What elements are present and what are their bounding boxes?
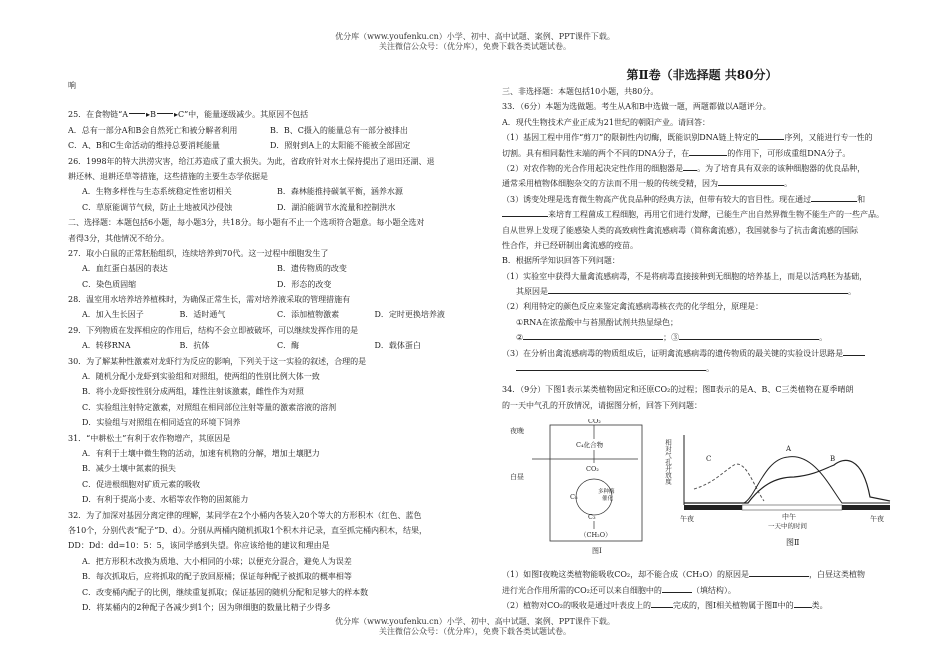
fig1-enzyme-label: 多种酶 (598, 489, 615, 496)
section-2-line-2: 者得3分，其他情况不给分。 (68, 233, 170, 243)
q33-a-title: A．现代生物技术产业正成为21世纪的朝阳产业。请回答： (502, 117, 710, 127)
answer-blank[interactable] (794, 598, 812, 608)
daytime-segment (742, 505, 842, 510)
q25-options-ab (68, 123, 472, 138)
fig1-c3-label: C₃ (588, 513, 596, 522)
q33-b2-text-c: 。 (819, 333, 828, 343)
fig1-co2-mid: CO₂ (586, 465, 599, 474)
q34-sub2 (502, 598, 902, 613)
q33-b2-text-a: ② (516, 333, 524, 343)
q33-b3-text: （3）在分析出禽流感病毒的物质组成后，证明禽流感病毒的遗传物质的最关键的实验设计思路是 (502, 348, 844, 358)
q33-a1-line2 (502, 146, 902, 161)
arrow-head-icon-2: ▸ (173, 110, 178, 120)
fig1-caption: 图Ⅰ (592, 547, 602, 556)
header-line-1: 优分库（www.youfenku.cn）小学、初中、高中试题、案例、PPT课件下载。 (335, 32, 615, 41)
fig1-day-label: 白昼 (510, 473, 524, 482)
answer-blank[interactable] (523, 330, 663, 340)
q34-sub1-line1 (502, 567, 902, 582)
q33-b2-line2: ①RNA在浓盐酸中与苔黑酚试剂共热显绿色； (516, 317, 678, 327)
q25-stem-suffix: C”中，能量逐级减少。其原因不包括 (177, 110, 309, 120)
answer-blank[interactable] (679, 330, 819, 340)
q33-a1-text-b: 序列，又能进行专一性的 (784, 133, 873, 143)
q33-b3-text-b: 。 (706, 364, 714, 374)
answer-blank[interactable] (516, 361, 706, 371)
fig2-caption: 图Ⅱ (786, 538, 800, 548)
q28-option-b: B．适时通气 (179, 310, 226, 320)
q27-option-b: B．遗传物质的改变 (277, 264, 347, 274)
answer-blank[interactable] (718, 176, 784, 186)
answer-blank[interactable] (811, 192, 857, 202)
fig1-night-label: 夜晚 (510, 427, 524, 436)
left-column (68, 78, 472, 615)
q31-option-b: B．减少土壤中氮素的损失 (82, 464, 176, 474)
q34-sub2-text-c: 类。 (811, 600, 828, 610)
q34-sub1-text-2: 进行光合作用所需的CO₂还可以来自细胞中的 (502, 585, 662, 595)
q33-b1-text: 其原因是 (516, 287, 548, 297)
q32-stem-3: DD：Dd：dd=10：5：5，该同学感到失望。你应该给他的建议和理由是 (68, 541, 330, 551)
fig1-c5-label: C₅ (570, 493, 578, 502)
q27-option-a: A．血红蛋白基因的表达 (82, 264, 168, 274)
q32-option-d: D．将某桶内的2种配子各减少到1个；因为卵细胞的数量比精子少得多 (82, 602, 331, 612)
answer-blank[interactable] (689, 146, 727, 156)
header-line-2: 关注微信公众号：（优分库），免费下载各类试题试卷。 (379, 42, 571, 51)
q33-b1-line2 (502, 284, 902, 299)
q33-a2-text-b: 。为了培育具有双亲的该种细胞器的优良品种， (697, 163, 866, 173)
q34-stem-1: 34．（9分）下图1表示某类植物固定和还原CO₂的过程；图Ⅱ表示的是A、B、C三类植物在夏季晴朗 (502, 385, 854, 395)
q34-sub1-text: （1）如图Ⅰ夜晚这类植物能吸收CO₂，却不能合成（CH₂O）的原因是 (502, 570, 749, 580)
q34-stem-2: 的一天中气孔的开放情况，请据图分析，回答下列问题： (502, 400, 702, 410)
page-footer (0, 617, 950, 637)
q25-options-cd (68, 138, 472, 153)
answer-blank[interactable] (843, 346, 865, 356)
q33-a3-line4: 性合作，并已经研制出禽流感的疫苗。 (502, 240, 638, 250)
page-header (0, 32, 950, 52)
q27-stem: 27．取小白鼠的正常胚胎组织，连续培养到70代。这一过程中细胞发生了 (68, 248, 329, 258)
q27-option-d: D．形态的改变 (277, 279, 332, 289)
arrow-head-icon: ▸ (146, 110, 151, 120)
q26-option-d: D．湖泊能调节水流量和控制洪水 (277, 202, 396, 212)
answer-blank[interactable] (758, 130, 784, 140)
q33-b1-line1: （1）实验室中获得大量禽流感病毒，不是将病毒直接接种到无细胞的培养基上，而是以活鸡胚为基础， (502, 271, 868, 281)
arrow-icon-2 (157, 113, 173, 114)
q33-b2-line3 (502, 330, 902, 345)
q31-option-d: D．有利于提高小麦、水稻等农作物的固氮能力 (82, 495, 249, 505)
q33-b-title: B．根据所学知识回答下列问题： (502, 256, 620, 266)
q29-stem: 29．下列物质在发挥相应的作用后，结构不会立即被破坏，可以继续发挥作用的是 (68, 325, 359, 335)
q33-a2-text: （2）对农作物的光合作用起决定性作用的细胞器是 (502, 163, 684, 173)
arrow-icon (129, 113, 145, 114)
q28-options (68, 307, 472, 322)
q25-option-d: D．照射到A上的太阳能不能被全部固定 (270, 141, 411, 151)
curve-b-line (684, 461, 890, 504)
fig2-ylabel: 相对气孔开放度 (664, 439, 672, 485)
q32-stem-1: 32．为了加深对基因分离定律的理解，某同学在2个小桶内各装入20个等大的方形积木（红色、蓝色 (68, 510, 422, 520)
fig1-ch2o-label: （CH₂O） (580, 531, 612, 540)
q33-a1-line1 (502, 130, 902, 145)
q34-figures (502, 419, 902, 567)
figure-2-chart (664, 431, 900, 551)
q33-a2-text-2b: 。 (784, 179, 792, 189)
q33-a1-text: （1）基因工程中用作“剪刀”的限制性内切酶，既能识别DNA链上特定的 (502, 133, 759, 143)
q26-stem-1: 26．1998年的特大洪涝灾害，给江苏造成了重大损失。为此，省政府针对水土保持提出了退田还湖、退 (68, 156, 435, 166)
answer-blank[interactable] (502, 207, 548, 217)
q27-option-c: C．染色质固缩 (82, 279, 137, 289)
q25-option-c: C．A、B和C生命活动的维持总要消耗能量 (68, 141, 220, 151)
q34-sub1-text-b: ，白昼这类植物 (809, 570, 865, 580)
q33-b3-line1 (502, 346, 902, 361)
q33-b2-line1: （2）利用特定的颜色反应来鉴定禽流感病毒核衣壳的化学组分，原理是： (502, 302, 764, 312)
q30-option-c: C．实验组注射特定激素，对照组在相同部位注射等量的激素溶液的溶剂 (82, 402, 337, 412)
x-tick-midnight-right: 午夜 (870, 515, 884, 524)
q33-a3-line1 (502, 192, 902, 207)
fig1-c4-label: C₄化合物 (576, 441, 604, 450)
fig1-enzyme-label-2: 催化 (602, 496, 614, 503)
q29-options (68, 338, 472, 353)
curve-c-label: C (706, 455, 712, 464)
q27-options-ab (68, 261, 472, 276)
q28-option-a: A．加入生长因子 (82, 310, 144, 320)
q33-a3-line2 (502, 207, 902, 222)
q29-option-d: D．载体蛋白 (374, 341, 421, 351)
q26-option-c: C．草原能调节气候，防止土地被风沙侵蚀 (82, 202, 233, 212)
q29-option-b: B．抗体 (179, 341, 210, 351)
q28-stem: 28．温室用水培养培养植株时，为确保正常生长，需对培养液采取的管理措施有 (68, 295, 351, 305)
q28-option-d: D．定时更换培养液 (374, 310, 445, 320)
q33-a2-line1 (502, 161, 902, 176)
x-tick-midnight-left: 午夜 (680, 515, 694, 524)
footer-line-1: 优分库（www.youfenku.cn）小学、初中、高中试题、案例、PPT课件下载。 (335, 617, 615, 626)
q34-sub1-line2 (502, 583, 902, 598)
figure-1-diagram (510, 419, 660, 559)
q33-a2-text-2: 通常采用植物体细胞杂交的方法而不用一般的传统受精，因为 (502, 179, 718, 189)
curve-a-label: A (786, 445, 792, 454)
q30-option-d: D．实验组与对照组在相同适宜的环境下饲养 (82, 418, 241, 428)
q31-stem: 31．“中耕松土”有利于农作物增产，其原因是 (68, 433, 231, 443)
q29-option-c: C．酶 (277, 341, 300, 351)
q33-a3-line3: 自从世界上发现了能感染人类的高致病性禽流感病毒（简称禽流感），我国就参与了抗击禽流感的国际 (502, 225, 858, 235)
section-2-line-1: 二、选择题：本题包括6小题，每小题3分，共18分。每小题有不止一个选项符合题意。每小题全选对 (68, 218, 425, 228)
q32-option-a: A．把方形积木改换为质地、大小相同的小球；以便充分混合，避免人为误差 (82, 556, 352, 566)
q33-a3-text-2b: 来培育工程菌成工程细胞，再用它们进行发酵，已能生产出自然界微生物不能生产的一些产品。 (548, 210, 884, 220)
q30-option-b: B．将小龙虾按性别分成两组，雄性注射该激素，雌性作为对照 (82, 387, 304, 397)
fragment-text: 响 (68, 81, 76, 90)
q31-option-a: A．有利于土壤中微生物的活动，加速有机物的分解，增加土壤肥力 (82, 448, 320, 458)
q33-a1-text-2: 切割。具有相同黏性末端的两个不同的DNA分子，在 (502, 148, 690, 158)
fig2-xlabel: 一天中的时间 (768, 522, 807, 531)
q31-option-c: C．促进根细胞对矿质元素的吸收 (82, 479, 201, 489)
q33-a3-text-b: 和 (857, 194, 866, 204)
footer-line-2: 关注微信公众号：（优分库），免费下载各类试题试卷。 (379, 627, 571, 636)
curve-a-line (684, 457, 890, 503)
q26-options-cd (68, 200, 472, 215)
q26-option-a: A．生物多样性与生态系统稳定性密切相关 (82, 187, 232, 197)
q34-sub2-text: （2）植物对CO₂的吸收是通过叶表皮上的 (502, 600, 651, 610)
q33-b3-line2 (502, 361, 902, 376)
q25-option-b: B．B、C摄入的能量总有一部分被排出 (270, 125, 408, 135)
q27-options-cd (68, 277, 472, 292)
q29-option-a: A．转移RNA (82, 341, 131, 351)
q30-option-a: A．随机分配小龙虾到实验组和对照组，使两组的性别比例大体一致 (82, 372, 320, 382)
answer-blank[interactable] (651, 598, 673, 608)
q33-a3-text: （3）诱变处理是选育微生物高产优良品种的经典方法，但带有较大的盲目性。现在通过 (502, 194, 812, 204)
q30-stem: 30．为了解某种性激素对龙虾行为反应的影响，下列关于这一实验的叙述，合理的是 (68, 356, 367, 366)
section-2-title: 第Ⅱ卷（非选择题 共80分） (626, 68, 778, 82)
q33-b1-text-b: 。 (848, 287, 856, 297)
q33-b2-text-b: ；③ (663, 333, 680, 343)
section-3-intro: 三、非选择题：本题包括10小题，共80分。 (502, 87, 659, 96)
q32-option-b: B．每次抓取后，应将抓取的配子放回原桶；保证每种配子被抓取的概率相等 (82, 572, 352, 582)
q33-a2-line2 (502, 176, 902, 191)
q25-stem (68, 107, 472, 122)
q33-stem: 33．（6分）本题为选做题。考生从A和B中选做一题，两题都做以A题评分。 (502, 102, 771, 112)
q25-option-a: A．总有一部分A和B会自然死亡和被分解者利用 (68, 125, 238, 135)
q28-option-c: C．添加植物激素 (277, 310, 340, 320)
answer-blank[interactable] (683, 161, 697, 171)
fig1-co2-top: CO₂ (588, 419, 601, 426)
q25-stem-b: B (150, 110, 156, 120)
curve-b-label: B (830, 455, 836, 464)
q26-option-b: B．森林能推持碳氧平衡，涵养水源 (277, 187, 403, 197)
q32-option-c: C．改变桶内配子的比例，继续重复抓取；保证基因的随机分配和足够大的样本数 (82, 587, 369, 597)
answer-blank[interactable] (749, 567, 809, 577)
answer-blank[interactable] (662, 583, 692, 593)
x-tick-noon: 中午 (782, 513, 796, 522)
answer-blank[interactable] (548, 284, 848, 294)
q34-sub2-text-b: 完成的，图Ⅰ相关植物属于图Ⅱ中的 (672, 600, 794, 610)
q32-stem-2: 各10个，分别代表“配子”D、d）。分别从两桶内随机抓取1个积木并记录，直至抓完桶内积木，结果， (68, 525, 427, 535)
right-column (502, 66, 902, 613)
q33-a1-text-2b: 的作用下，可形成重组DNA分子。 (727, 148, 851, 158)
q26-options-ab (68, 184, 472, 199)
q26-stem-2: 耕还林、退耕还草等措施，这些措施的主要生态学依据是 (68, 171, 268, 181)
q34-sub1-text-2b: （填结构）。 (691, 585, 736, 595)
q25-stem-prefix: 25．在食物链“A (68, 110, 129, 120)
